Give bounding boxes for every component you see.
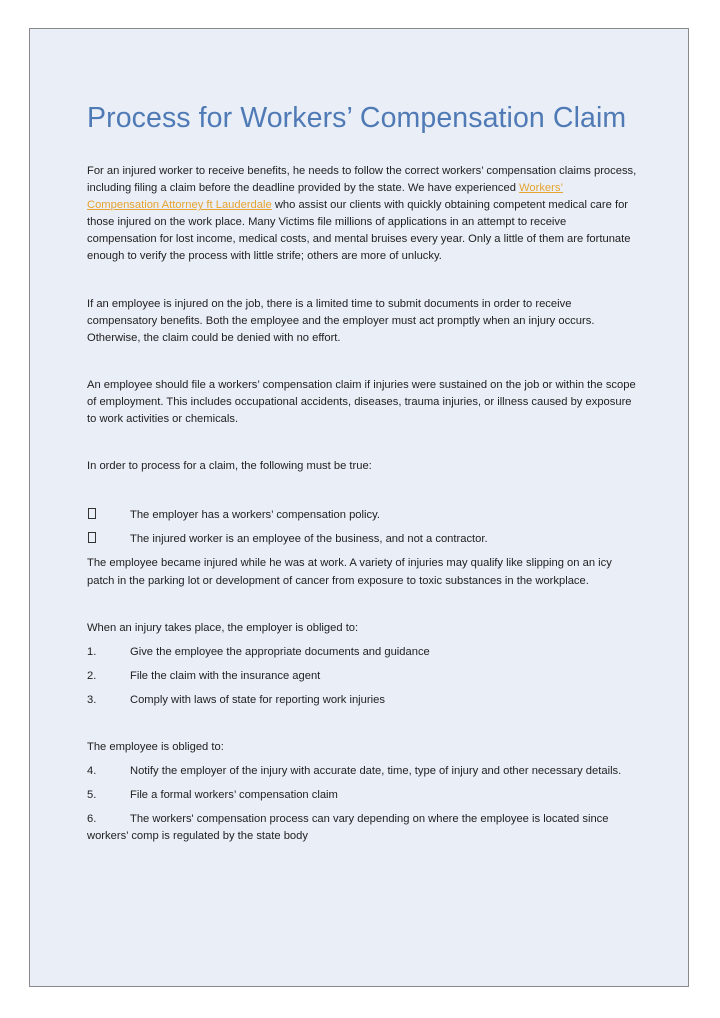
list-number: 4. xyxy=(87,765,97,778)
employer-obligation-item xyxy=(87,692,637,709)
obligation-text: Give the employee the appropriate documents and guidance xyxy=(130,645,430,658)
requirement-text: The employer has a workers’ compensation policy. xyxy=(130,509,380,522)
employee-obligation-item xyxy=(87,787,637,804)
employee-obligation-item xyxy=(87,763,637,780)
employer-obligation-item xyxy=(87,668,637,685)
employer-obligations-intro: When an injury takes place, the employer is obliged to: xyxy=(87,621,359,634)
eligibility-paragraph: An employee should file a workers’ compensation claim if injuries were sustained on the job or within the scope of employment. This includes occupational accidents, diseases, trauma injuries, or illness caused by exposure to work activities or chemicals. xyxy=(87,378,636,426)
list-number: 1. xyxy=(87,645,97,658)
obligation-text: Notify the employer of the injury with accurate date, time, type of injury and other necessary details. xyxy=(130,765,622,778)
obligation-text: File the claim with the insurance agent xyxy=(130,669,321,682)
time-limit-paragraph: If an employee is injured on the job, there is a limited time to submit documents in order to receive compensatory benefits. Both the employee and the employer must act promptly when an injury occurs. Otherwise, the claim could be denied with no effort. xyxy=(87,297,595,344)
requirements-intro: In order to process for a claim, the following must be true: xyxy=(87,460,372,473)
injury-paragraph: The employee became injured while he was at work. A variety of injuries may qualify like slipping on an icy patch in the parking lot or development of cancer from exposure to toxic substances in the workplace. xyxy=(87,557,612,587)
bullet-box-icon xyxy=(87,531,130,548)
intro-text-before: For an injured worker to receive benefits, he needs to follow the correct workers’ compensation claims process, including filing a claim before the deadline provided by the state. We have experienced xyxy=(87,165,637,195)
intro-text-after: who assist our clients with quickly obtaining competent medical care for those injured on the work place. Many Victims file millions of applications in an attempt to receive compensation for lost income, medical costs, and mental bruises every year. Only a little of them are fortunate enough to verify the process with little strife; others are more of unlucky. xyxy=(87,199,631,263)
requirement-text: The injured worker is an employee of the business, and not a contractor. xyxy=(130,533,488,546)
requirement-item xyxy=(87,531,637,548)
obligation-text: File a formal workers’ compensation claim xyxy=(130,789,338,802)
obligation-text: Comply with laws of state for reporting work injuries xyxy=(130,693,385,706)
obligation-text: The workers' compensation process can vary depending on where the employee is located since workers’ comp is regulated by the state body xyxy=(87,813,609,843)
list-number: 2. xyxy=(87,669,97,682)
intro-paragraph xyxy=(87,163,637,266)
employee-obligations-intro: The employee is obliged to: xyxy=(87,740,224,753)
bullet-box-icon xyxy=(87,507,130,524)
employer-obligation-item xyxy=(87,644,637,661)
list-number: 6. xyxy=(87,813,97,826)
requirement-item xyxy=(87,507,637,524)
attorney-link[interactable]: Workers’ Compensation Attorney ft Lauderdale xyxy=(87,182,563,212)
list-number: 3. xyxy=(87,693,97,706)
document-page xyxy=(29,28,689,987)
document-content xyxy=(87,99,637,852)
list-number: 5. xyxy=(87,789,97,802)
page-title: Process for Workers’ Compensation Claim xyxy=(87,102,627,134)
employee-obligation-item xyxy=(87,811,637,845)
